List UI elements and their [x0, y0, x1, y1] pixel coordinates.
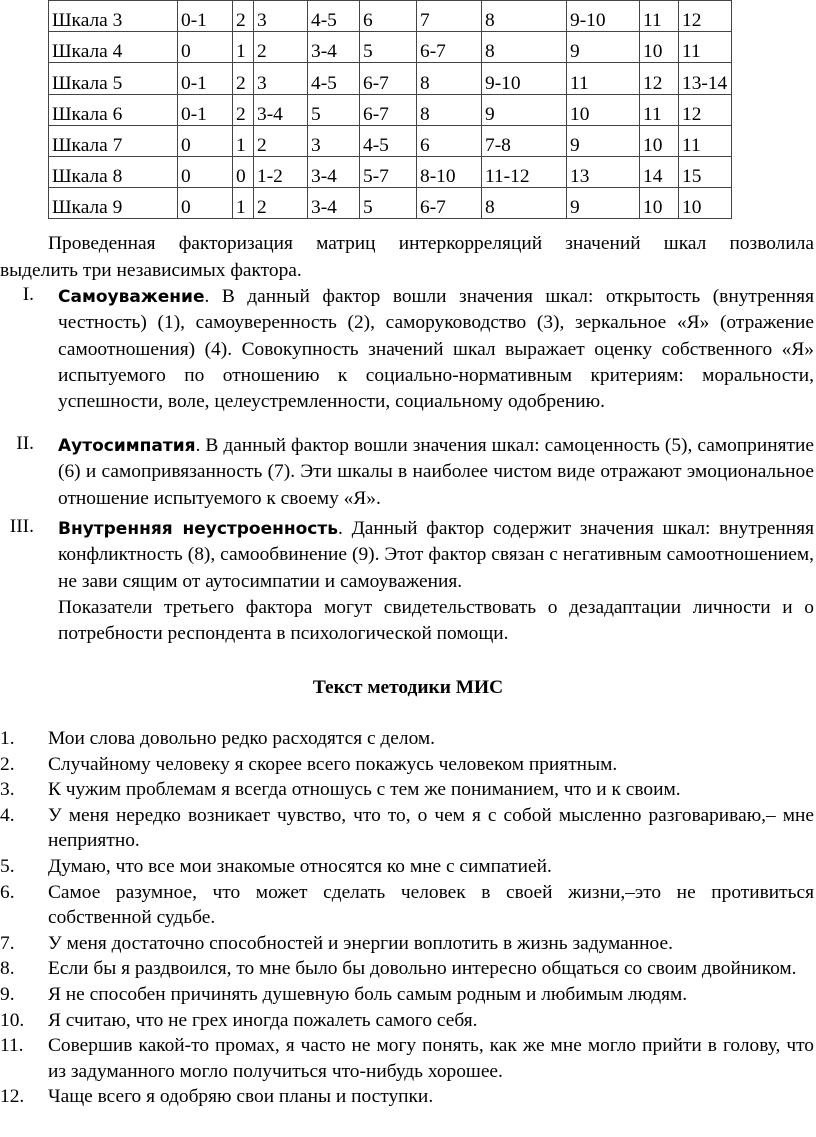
table-cell: 1 [233, 125, 254, 156]
item-number: 1. [0, 728, 15, 749]
scale-table [48, 0, 732, 219]
scale-name-cell: Шкала 4 [49, 32, 178, 63]
table-cell: 2 [233, 1, 254, 32]
table-cell: 13-14 [679, 63, 732, 94]
section-heading: Текст методики МИС [312, 677, 504, 698]
table-row [49, 63, 732, 94]
table-row [49, 94, 732, 125]
scale-name-cell: Шкала 3 [49, 1, 178, 32]
table-cell: 11 [679, 125, 732, 156]
scale-name-cell: Шкала 8 [49, 156, 178, 187]
scale-name-cell: Шкала 9 [49, 188, 178, 219]
factor-1 [0, 284, 816, 415]
table-cell: 0 [178, 125, 233, 156]
factor-title: Аутосимпатия [58, 436, 196, 456]
table-cell: 0-1 [178, 94, 233, 125]
table-cell: 4-5 [308, 63, 360, 94]
table-cell: 5-7 [360, 156, 417, 187]
item-text: У меня нередко возникает чувство, что то, о чем я с собой мысленно разговариваю,– мне неприятно. [48, 804, 814, 852]
table-cell: 10 [567, 94, 640, 125]
list-item [0, 752, 816, 778]
table-cell: 2 [254, 188, 308, 219]
table-cell: 11 [640, 1, 679, 32]
table-cell: 1 [233, 188, 254, 219]
table-cell: 5 [360, 188, 417, 219]
item-text: Чаще всего я одобряю свои планы и поступки. [48, 1086, 434, 1108]
table-cell: 6-7 [360, 94, 417, 125]
table-cell: 10 [640, 125, 679, 156]
table-row [49, 1, 732, 32]
table-cell: 12 [640, 63, 679, 94]
table-cell: 9 [567, 188, 640, 219]
table-cell: 14 [640, 156, 679, 187]
list-item [0, 726, 816, 752]
table-cell: 6 [417, 125, 482, 156]
table-cell: 0 [178, 188, 233, 219]
table-row [49, 188, 732, 219]
factor-numeral: II. [16, 433, 34, 454]
item-number: 12. [0, 1086, 25, 1108]
item-text: Думаю, что все мои знакомые относятся ко мне с симпатией. [48, 855, 552, 877]
factor-2 [0, 433, 816, 512]
item-number: 3. [0, 779, 15, 801]
list-item [0, 854, 816, 880]
table-cell: 3 [254, 1, 308, 32]
table-cell: 3 [308, 125, 360, 156]
table-cell: 2 [254, 32, 308, 63]
intro-line-2: выделить три независимых фактора. [0, 260, 302, 281]
table-cell: 10 [640, 32, 679, 63]
table-cell: 0 [233, 156, 254, 187]
scale-name-cell: Шкала 5 [49, 63, 178, 94]
factor-numeral: III. [9, 516, 34, 537]
item-number: 2. [0, 753, 15, 775]
table-row [49, 32, 732, 63]
item-text: Совершив какой-то промах, я часто не могу понять, как же мне могло прийти в голову, что из задуманного могло получиться что-нибудь хорошее. [48, 1035, 814, 1082]
table-cell: 13 [567, 156, 640, 187]
item-number: 11. [0, 1035, 24, 1057]
table-cell: 0-1 [178, 1, 233, 32]
factor-text-continued: Показатели третьего фактора могут свидетельствовать о дезадаптации личности и о потребности респондента в психологической помощи. [58, 596, 814, 645]
table-cell: 3-4 [308, 156, 360, 187]
intro-paragraph [0, 230, 814, 284]
table-cell: 8 [482, 32, 567, 63]
table-cell: 9-10 [567, 1, 640, 32]
item-text: Самое разумное, что может сделать человек в своей жизни,–это не противиться собственной судьбе. [48, 881, 814, 929]
scale-name-cell: Шкала 7 [49, 125, 178, 156]
table-cell: 8 [417, 94, 482, 125]
item-text: Я не способен причинять душевную боль самым родным и любимым людям. [48, 983, 688, 1005]
table-cell: 6-7 [360, 63, 417, 94]
factor-text: . В данный фактор вошли значения шкал: открытость (внутренняя честность) (1), самоуверенность (2), саморуководство (3), зеркальное «Я» (отражение самоотношения) (4). Совокупность значений шкал выражает оценку собственного «Я» испытуемого по отношению к социально-нормативным критериям: моральности, успешности, воле, целеустремленности, социальному одобрению. [58, 286, 814, 413]
table-cell: 9 [567, 32, 640, 63]
factor-text: . В данный фактор вошли значения шкал: самоценность (5), самопринятие (6) и самопривязанность (7). Эти шкалы в наиболее чистом виде отражают эмоциональное отношение испытуемого к своему «Я». [58, 435, 814, 509]
table-cell: 6 [360, 1, 417, 32]
table-cell: 12 [679, 1, 732, 32]
table-cell: 3 [254, 63, 308, 94]
questionnaire-list [0, 726, 816, 1110]
scale-name-cell: Шкала 6 [49, 94, 178, 125]
table-row [49, 156, 732, 187]
item-number: 10. [0, 1009, 25, 1031]
item-number: 9. [0, 983, 15, 1005]
table-cell: 3-4 [308, 188, 360, 219]
item-number: 5. [0, 855, 15, 877]
table-cell: 2 [254, 125, 308, 156]
factor-numeral: I. [22, 284, 34, 305]
table-cell: 2 [233, 63, 254, 94]
table-cell: 4-5 [308, 1, 360, 32]
factor-title: Самоуважение [58, 287, 205, 307]
table-cell: 8 [417, 63, 482, 94]
item-text: Я считаю, что не грех иногда пожалеть самого себя. [48, 1009, 478, 1031]
table-cell: 8 [482, 188, 567, 219]
table-cell: 9 [567, 125, 640, 156]
table-row [49, 125, 732, 156]
table-cell: 0 [178, 32, 233, 63]
table-cell: 8-10 [417, 156, 482, 187]
table-cell: 12 [679, 94, 732, 125]
item-text: Случайному человеку я скорее всего покажусь человеком приятным. [48, 753, 618, 775]
table-cell: 2 [233, 94, 254, 125]
item-number: 6. [0, 881, 15, 903]
table-cell: 9 [482, 94, 567, 125]
table-cell: 10 [679, 188, 732, 219]
item-text: Если бы я раздвоился, то мне было бы довольно интересно общаться со своим двойником. [48, 958, 797, 980]
table-cell: 4-5 [360, 125, 417, 156]
item-text: Мои слова довольно редко расходятся с делом. [48, 728, 436, 749]
factor-title: Внутренняя неустроенность [58, 519, 338, 539]
item-number: 4. [0, 804, 15, 826]
list-item [0, 1084, 816, 1110]
table-cell: 7 [417, 1, 482, 32]
list-item [0, 777, 816, 803]
table-cell: 10 [640, 188, 679, 219]
table-cell: 0 [178, 156, 233, 187]
table-cell: 5 [308, 94, 360, 125]
list-item [0, 1008, 816, 1034]
list-item [0, 1033, 816, 1084]
table-cell: 11-12 [482, 156, 567, 187]
table-cell: 8 [482, 1, 567, 32]
table-cell: 15 [679, 156, 732, 187]
table-cell: 5 [360, 32, 417, 63]
list-item [0, 803, 816, 854]
list-item [0, 880, 816, 931]
item-text: К чужим проблемам я всегда отношусь с тем же пониманием, что и к своим. [48, 779, 681, 801]
table-cell: 11 [640, 94, 679, 125]
table-cell: 7-8 [482, 125, 567, 156]
table-cell: 6-7 [417, 188, 482, 219]
table-cell: 9-10 [482, 63, 567, 94]
table-cell: 1-2 [254, 156, 308, 187]
table-cell: 3-4 [254, 94, 308, 125]
table-cell: 1 [233, 32, 254, 63]
item-number: 8. [0, 958, 15, 980]
table-cell: 6-7 [417, 32, 482, 63]
list-item [0, 931, 816, 957]
item-number: 7. [0, 932, 15, 954]
item-text: У меня достаточно способностей и энергии воплотить в жизнь задуманное. [48, 932, 673, 954]
factor-text: . Данный фактор содержит значения шкал: внутренняя конфликтность (8), самообвинение (9). Этот фактор связан с негативным самоотношением, не зави сящим от аутосимпатии и самоуважения. [58, 518, 814, 592]
intro-line-1: Проведенная факторизация матриц интеркорреляций значений шкал позволила [48, 233, 814, 254]
factor-3 [0, 516, 816, 647]
scale-table-body [49, 1, 732, 219]
table-cell: 0-1 [178, 63, 233, 94]
table-cell: 11 [679, 32, 732, 63]
table-cell: 11 [567, 63, 640, 94]
list-item [0, 956, 816, 982]
list-item [0, 982, 816, 1008]
table-cell: 3-4 [308, 32, 360, 63]
